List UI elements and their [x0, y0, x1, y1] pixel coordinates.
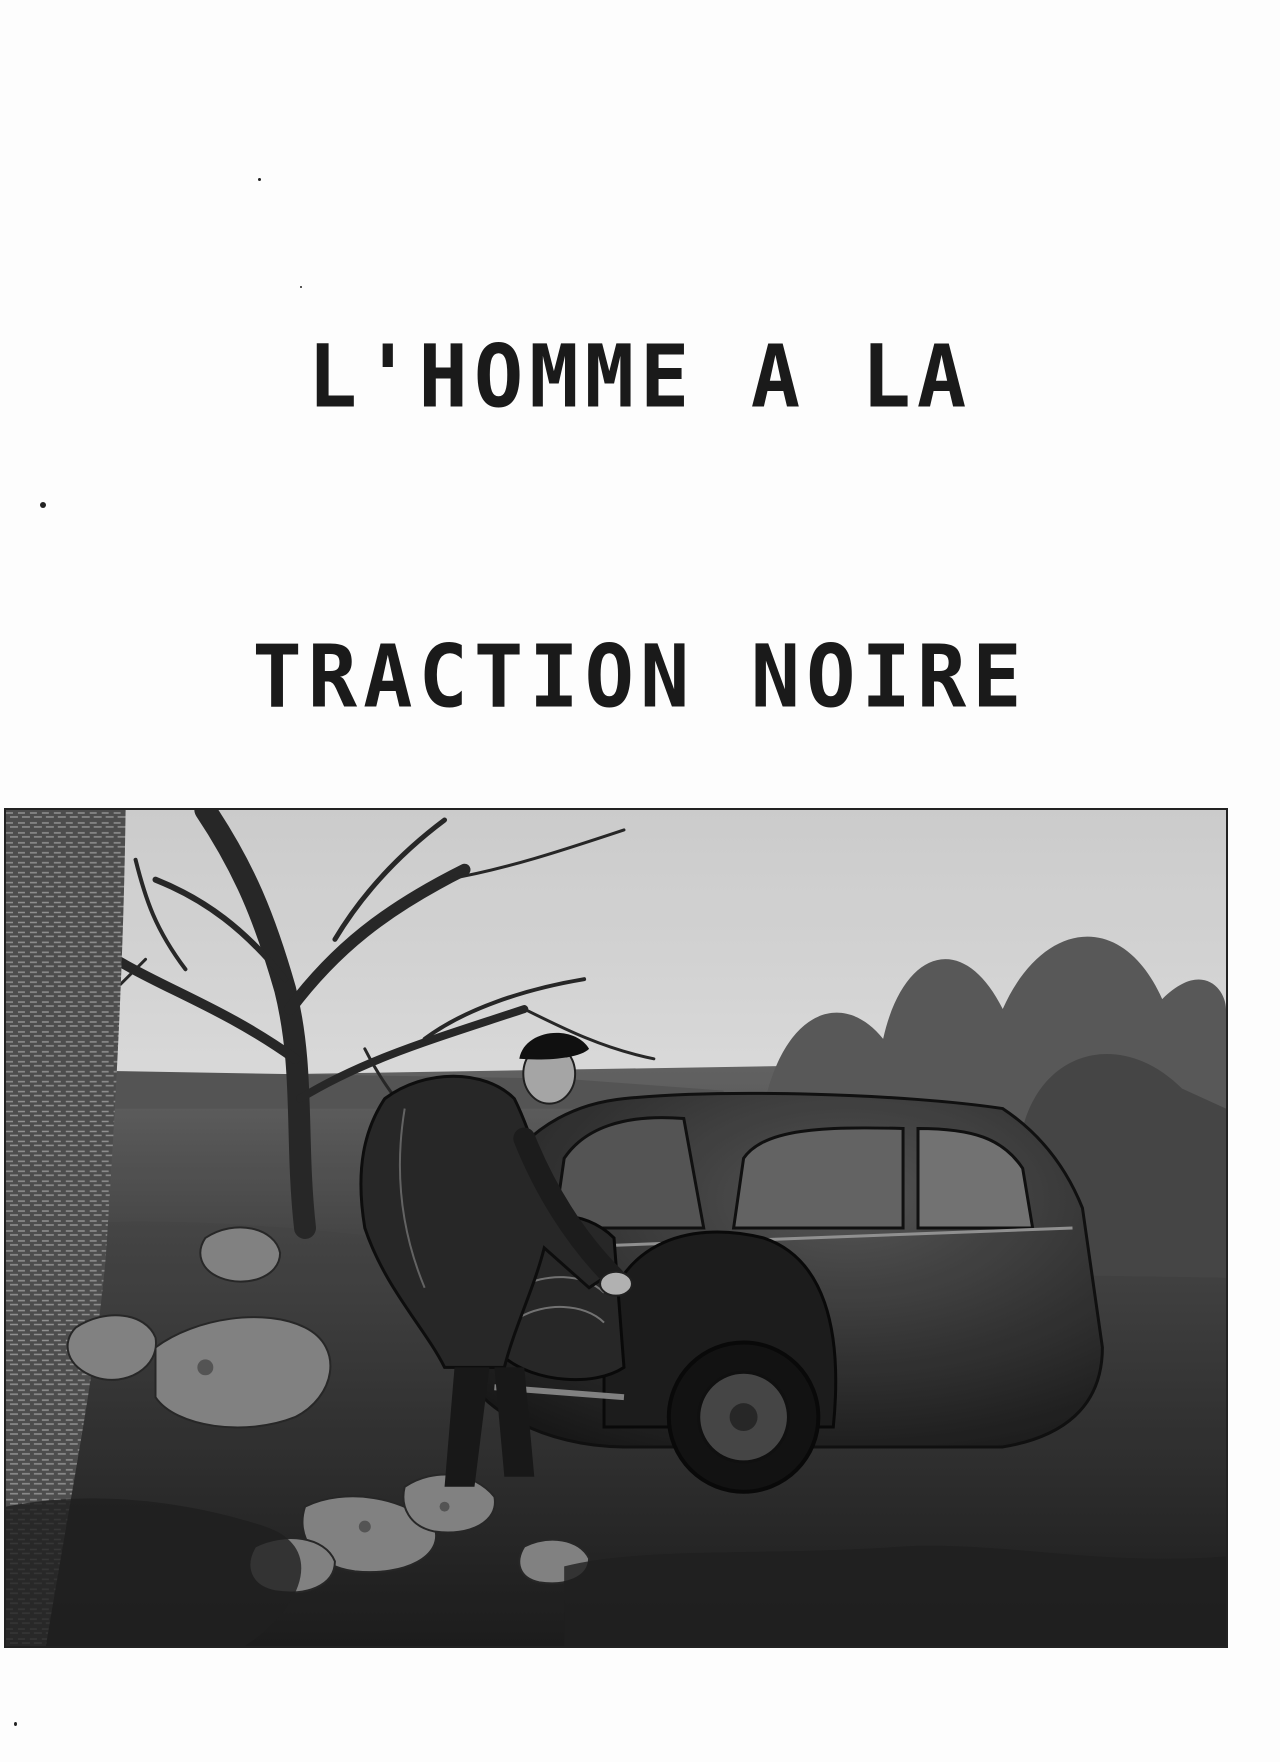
dust-speck: [14, 1722, 17, 1726]
title-line-2: TRACTION NOIRE: [252, 627, 1028, 728]
title-line-1: L'HOMME A LA: [307, 327, 973, 428]
photo-man-with-car: [6, 810, 1226, 1646]
dust-speck: [40, 502, 46, 508]
dust-speck: [258, 178, 261, 181]
photograph: [4, 808, 1228, 1648]
dust-speck: [300, 286, 302, 288]
